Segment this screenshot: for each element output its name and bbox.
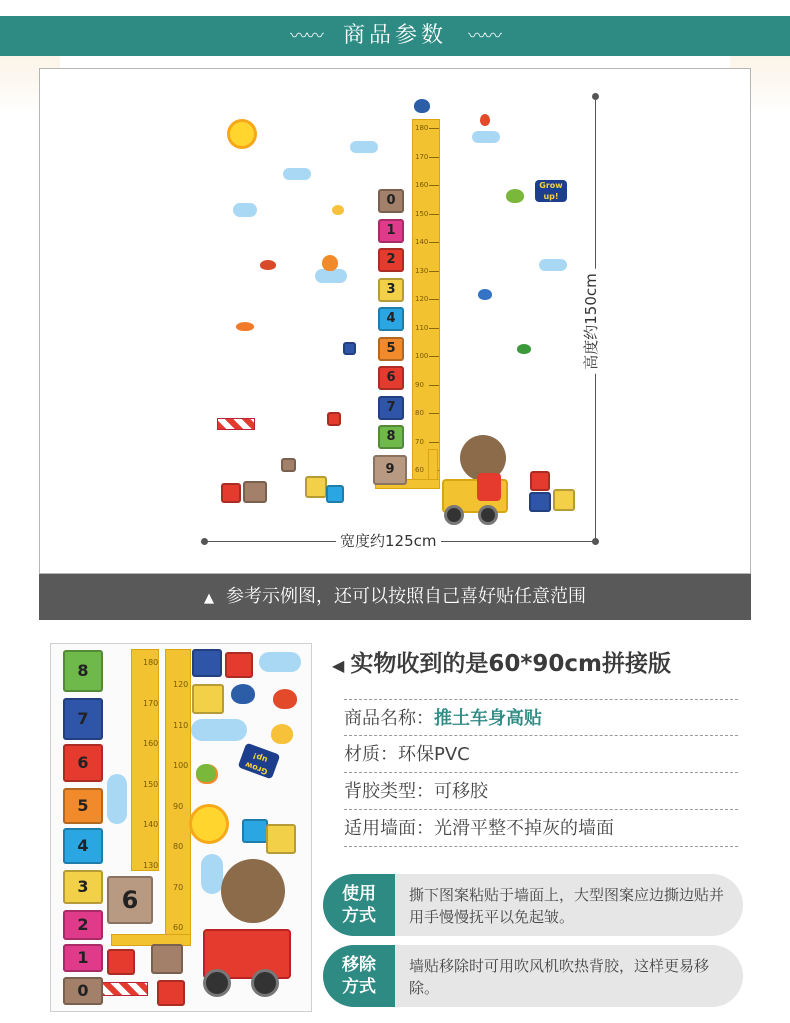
thumb-loose-block — [151, 944, 183, 974]
param-key: 商品名称： — [344, 708, 434, 729]
cloud-icon — [472, 131, 500, 143]
bird-icon — [478, 289, 492, 300]
bird-icon — [273, 689, 297, 709]
thumb-ruler-number: 60 — [173, 923, 184, 932]
thumb-number-block: 0 — [63, 977, 103, 1005]
thumb-grow-up-bubble: Grow up! — [238, 743, 281, 780]
loose-block — [221, 483, 241, 503]
param-value: 推土车身高贴 — [434, 708, 542, 729]
usage-badge-line2: 方式 — [342, 906, 376, 926]
cloud-icon — [539, 259, 567, 271]
loose-block — [281, 458, 296, 472]
page-header — [0, 0, 790, 56]
bird-icon — [506, 189, 524, 203]
ruler-number: 60 — [415, 466, 424, 474]
caption-triangle-icon: ▲ — [204, 591, 214, 606]
thumb-ruler-number: 160 — [143, 739, 159, 748]
height-label: 高度约150cm — [578, 269, 603, 374]
ruler-tick — [429, 299, 439, 300]
thumb-ruler-number: 100 — [173, 761, 189, 770]
bird-icon — [260, 260, 276, 270]
bird-icon — [196, 764, 216, 782]
thumb-loose-block — [192, 649, 222, 677]
ruler-number: 110 — [415, 323, 429, 332]
ruler-number: 180 — [415, 124, 429, 132]
removal-badge-line2: 方式 — [342, 977, 376, 997]
ruler-tick — [429, 356, 439, 357]
ruler-tick — [429, 242, 439, 243]
number-block: 9 — [373, 455, 407, 485]
info-title — [332, 645, 671, 678]
ruler-number: 90 — [415, 380, 424, 389]
bird-icon — [414, 99, 430, 113]
loose-block — [243, 481, 267, 503]
height-ruler — [412, 119, 440, 489]
ruler-tick — [429, 385, 439, 386]
usage-text: 撕下图案粘贴于墙面上，大型图案应边撕边贴并用手慢慢抚平以免起皱。 — [409, 886, 725, 926]
header-title — [0, 16, 790, 56]
cloud-icon — [107, 774, 127, 824]
cloud-icon — [201, 854, 223, 894]
loose-block — [553, 489, 575, 511]
param-key: 材质： — [344, 744, 398, 765]
loose-block — [327, 412, 341, 426]
road-sign — [217, 418, 255, 430]
thumb-ruler-number: 130 — [143, 860, 159, 870]
thumb-loose-block — [266, 824, 296, 854]
thumb-number-block: 7 — [63, 698, 103, 740]
section-title: 商品参数 — [342, 23, 447, 48]
road-sign — [96, 982, 148, 996]
thumb-number-block: 1 — [63, 944, 103, 972]
ruler-number: 70 — [415, 437, 424, 446]
grow-up-bubble: Grow up! — [535, 180, 567, 202]
number-block: 5 — [378, 337, 404, 361]
param-row-adhesive — [344, 773, 738, 810]
removal-method-box — [323, 945, 743, 1007]
caption-bar — [39, 574, 751, 620]
thumb-number-block: 2 — [63, 910, 103, 940]
thumb-number-block: 4 — [63, 828, 103, 864]
bulldozer-cabin — [477, 473, 501, 501]
number-block: 6 — [378, 366, 404, 390]
removal-badge — [323, 945, 395, 1007]
removal-text: 墙贴移除时可用吹风机吹热背胶，这样更易移除。 — [409, 957, 710, 997]
thumb-loose-block — [192, 684, 224, 714]
wheel-icon — [478, 505, 498, 525]
loose-block — [343, 342, 356, 355]
number-block: 8 — [378, 425, 404, 449]
thumb-loose-block — [225, 652, 253, 678]
owl-icon — [322, 255, 338, 271]
width-label: 宽度约125cm — [336, 530, 441, 551]
bird-icon — [236, 322, 254, 331]
thumb-loose-block — [107, 949, 135, 975]
param-value: 光滑平整不掉灰的墙面 — [434, 818, 614, 839]
number-block: 0 — [378, 189, 404, 213]
wave-right-icon: 〰〰 — [468, 26, 500, 47]
cloud-icon — [315, 269, 347, 283]
product-thumbnail — [50, 643, 312, 1012]
thumb-loose-block — [157, 980, 185, 1006]
thumb-ruler-number: 70 — [173, 882, 184, 892]
ruler-number: 100 — [415, 352, 429, 360]
ruler-number: 150 — [415, 209, 429, 218]
param-value: 可移胶 — [434, 781, 488, 802]
ruler-tick — [429, 328, 439, 329]
bird-icon — [480, 114, 490, 126]
ruler-tick — [429, 157, 439, 158]
thumb-loose-block — [242, 819, 268, 843]
bird-icon — [231, 684, 255, 704]
loose-block — [326, 485, 344, 503]
cloud-icon — [259, 652, 301, 672]
ruler-number: 120 — [415, 295, 429, 303]
thumb-ruler-number: 80 — [173, 842, 184, 851]
ruler-number: 170 — [415, 152, 429, 161]
thumb-ruler-number: 140 — [143, 820, 159, 829]
thumb-ruler-left — [131, 649, 159, 871]
thumb-ruler-number: 180 — [143, 658, 159, 667]
ruler-tick — [429, 413, 439, 414]
cloud-icon — [283, 168, 311, 180]
number-block: 2 — [378, 248, 404, 272]
thumb-number-block: 8 — [63, 650, 103, 692]
loose-block — [529, 492, 551, 512]
thumb-ruler-number: 110 — [173, 720, 189, 730]
thumb-ruler-right — [165, 649, 191, 939]
usage-badge-line1: 使用 — [342, 884, 376, 904]
ruler-tick — [429, 214, 439, 215]
sun-icon — [189, 804, 229, 844]
caption-text: 参考示例图，还可以按照自己喜好贴任意范围 — [226, 586, 586, 607]
number-block: 1 — [378, 219, 404, 243]
ruler-number: 140 — [415, 238, 429, 246]
ruler-number: 160 — [415, 181, 429, 189]
sun-icon — [227, 119, 257, 149]
title-triangle-icon: ◀ — [332, 656, 345, 675]
usage-method-box — [323, 874, 743, 936]
param-value: 环保PVC — [398, 744, 470, 765]
wheel-icon — [444, 505, 464, 525]
ruler-tick — [429, 442, 439, 443]
ruler-tick — [429, 271, 439, 272]
thumb-number-block: 3 — [63, 870, 103, 904]
thumb-ruler-number: 120 — [173, 680, 189, 689]
wheel-icon — [251, 969, 279, 997]
bird-icon — [332, 205, 344, 215]
usage-badge — [323, 874, 395, 936]
cloud-icon — [350, 141, 378, 153]
info-title-text: 实物收到的是60*90cm拼接版 — [350, 651, 671, 677]
width-dot-left — [201, 538, 208, 545]
bear-icon — [221, 859, 285, 923]
height-dot-top — [592, 93, 599, 100]
thumb-number-block: 6 — [63, 744, 103, 782]
thumb-ruler-number: 150 — [143, 779, 159, 789]
loose-block — [530, 471, 550, 491]
number-block: 7 — [378, 396, 404, 420]
thumb-big-block: 6 — [107, 876, 153, 924]
bird-icon — [517, 344, 531, 354]
cloud-icon — [191, 719, 247, 741]
thumb-ruler-number: 90 — [173, 801, 184, 811]
number-block: 3 — [378, 278, 404, 302]
loose-block — [305, 476, 327, 498]
param-key: 背胶类型： — [344, 781, 434, 802]
ruler-number: 130 — [415, 266, 429, 275]
thumb-ruler-number: 170 — [143, 698, 159, 708]
ruler-number: 80 — [415, 409, 424, 417]
cloud-icon — [233, 203, 257, 217]
number-block: 4 — [378, 307, 404, 331]
param-row-material — [344, 736, 738, 773]
param-row-name — [344, 699, 738, 736]
thumb-number-block: 5 — [63, 788, 103, 824]
param-key: 适用墙面： — [344, 818, 434, 839]
ruler-tick — [429, 128, 439, 129]
removal-badge-line1: 移除 — [342, 955, 376, 975]
wheel-icon — [203, 969, 231, 997]
ruler-tick — [429, 185, 439, 186]
preview-image — [39, 68, 751, 574]
bird-icon — [271, 724, 293, 744]
param-row-wall — [344, 810, 738, 847]
wave-left-icon: 〰〰 — [289, 26, 322, 47]
